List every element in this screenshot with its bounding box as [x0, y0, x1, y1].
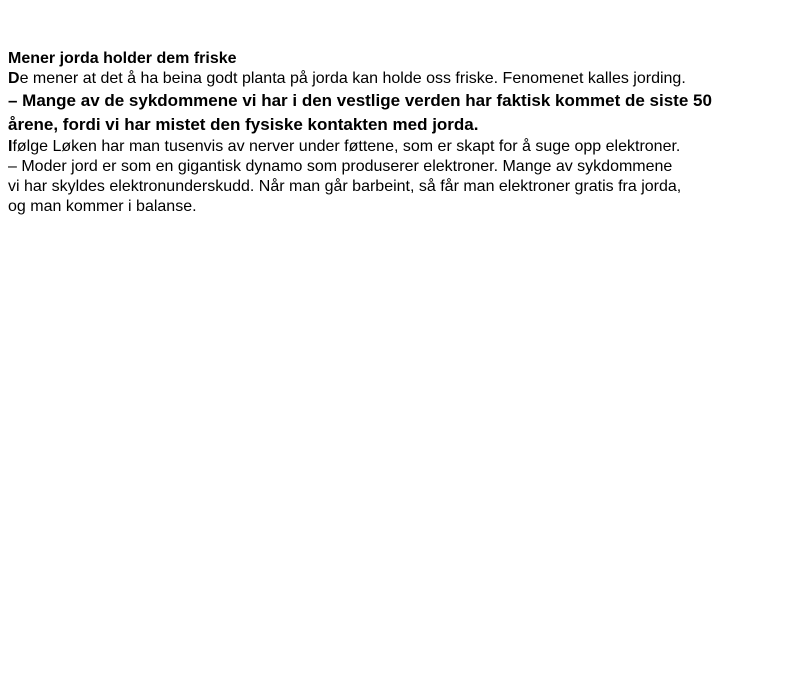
- quote-1-line-1: – Mange av de sykdommene vi har i den vestlige verden har faktisk kommet de siste 50: [8, 91, 712, 110]
- paragraph-2-text: følge Løken har man tusenvis av nerver under føttene, som er skapt for å suge opp elektroner.: [12, 138, 681, 155]
- paragraph-1-text: e mener at det å ha beina godt planta på jorda kan holde oss friske. Fenomenet kalles jording.: [19, 70, 686, 87]
- paragraph-2-lead-letter: I: [8, 138, 13, 155]
- quote-2-line-1: – Moder jord er som en gigantisk dynamo som produserer elektroner. Mange av sykdommene: [8, 158, 673, 175]
- quote-1-line-2: årene, fordi vi har mistet den fysiske kontakten med jorda.: [8, 115, 479, 134]
- paragraph-2: [8, 137, 800, 157]
- paragraph-1-lead-letter: D: [8, 70, 20, 87]
- article: [8, 49, 800, 217]
- paragraph-1: [8, 69, 800, 89]
- article-title: Mener jorda holder dem friske: [8, 50, 237, 67]
- quote-2-line-2: vi har skyldes elektronunderskudd. Når man går barbeint, så får man elektroner gratis fra jorda,: [8, 178, 682, 195]
- quote-2-line-3: og man kommer i balanse.: [8, 198, 197, 215]
